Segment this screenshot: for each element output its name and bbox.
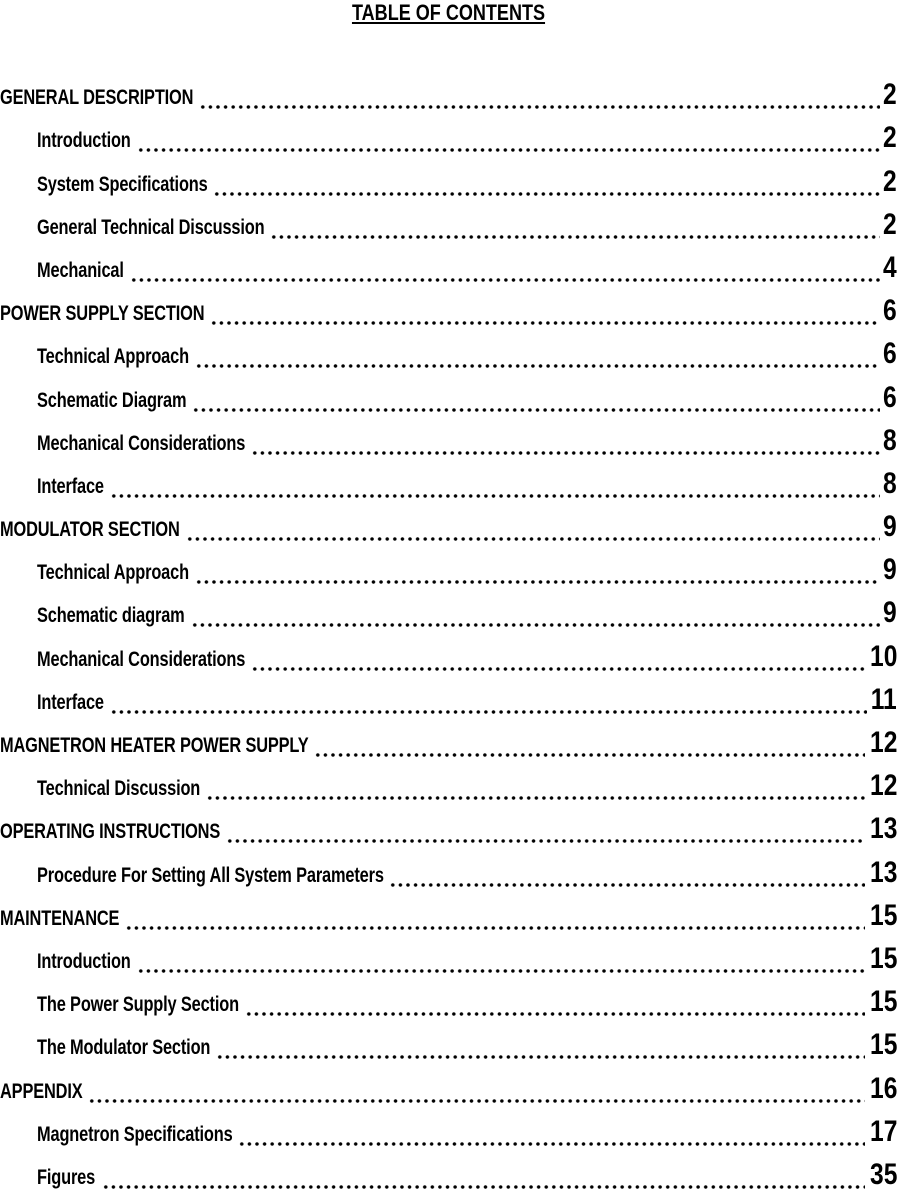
toc-page-number: 15 bbox=[869, 1028, 897, 1062]
toc-entry-label: Interface bbox=[37, 474, 104, 498]
toc-entry-label: Mechanical bbox=[37, 258, 124, 282]
toc-subsection-entry[interactable] bbox=[0, 851, 897, 894]
toc-subsection-entry[interactable] bbox=[0, 160, 897, 203]
dot-leader bbox=[137, 950, 866, 974]
toc-subsection-entry[interactable] bbox=[0, 635, 897, 678]
dot-leader bbox=[130, 259, 880, 283]
toc-subsection-entry[interactable] bbox=[0, 117, 897, 160]
toc-section-entry[interactable] bbox=[0, 74, 897, 117]
toc-page-number: 15 bbox=[869, 985, 897, 1019]
toc-subsection-entry[interactable] bbox=[0, 376, 897, 419]
dot-leader bbox=[245, 993, 865, 1017]
toc-entry-label: Schematic Diagram bbox=[37, 388, 187, 412]
toc-subsection-entry[interactable] bbox=[0, 204, 897, 247]
dot-leader bbox=[206, 777, 865, 801]
toc-subsection-entry[interactable] bbox=[0, 1024, 897, 1067]
dot-leader bbox=[314, 734, 865, 758]
toc-entry-label: Interface bbox=[37, 690, 104, 714]
dot-leader bbox=[389, 864, 865, 888]
toc-entry-label: Mechanical Considerations bbox=[37, 647, 246, 671]
toc-page-number: 8 bbox=[883, 423, 897, 457]
dot-leader bbox=[192, 389, 880, 413]
dot-leader bbox=[199, 86, 879, 110]
toc-subsection-entry[interactable] bbox=[0, 420, 897, 463]
dot-leader bbox=[195, 345, 880, 369]
toc-page-number: 2 bbox=[883, 207, 897, 241]
dot-leader bbox=[137, 129, 880, 153]
toc-page-number: 6 bbox=[883, 337, 897, 371]
toc-page-number: 9 bbox=[883, 510, 897, 544]
toc-section-entry[interactable] bbox=[0, 1067, 897, 1110]
toc-entry-label: The Modulator Section bbox=[37, 1036, 211, 1060]
toc-page-number: 35 bbox=[869, 1157, 897, 1191]
toc-section-entry[interactable] bbox=[0, 506, 897, 549]
toc-subsection-entry[interactable] bbox=[0, 463, 897, 506]
toc-page-number: 16 bbox=[869, 1071, 897, 1105]
toc-entry-label: OPERATING INSTRUCTIONS bbox=[0, 820, 221, 844]
toc-entry-label: MAINTENANCE bbox=[0, 906, 120, 930]
toc-page-number: 4 bbox=[883, 250, 897, 284]
table-of-contents-list bbox=[0, 74, 897, 1197]
toc-section-entry[interactable] bbox=[0, 808, 897, 851]
toc-entry-label: GENERAL DESCRIPTION bbox=[0, 86, 194, 110]
toc-page-number: 17 bbox=[869, 1114, 897, 1148]
toc-page-number: 9 bbox=[883, 553, 897, 587]
toc-page-number: 8 bbox=[883, 466, 897, 500]
toc-entry-label: Mechanical Considerations bbox=[37, 431, 246, 455]
toc-entry-label: Introduction bbox=[37, 949, 131, 973]
toc-entry-label: Figures bbox=[37, 1165, 96, 1189]
toc-subsection-entry[interactable] bbox=[0, 1154, 897, 1197]
toc-page-number: 2 bbox=[883, 78, 897, 112]
page-title: TABLE OF CONTENTS bbox=[351, 0, 546, 25]
toc-entry-label: POWER SUPPLY SECTION bbox=[0, 302, 205, 326]
toc-entry-label: Procedure For Setting All System Parameters bbox=[37, 863, 384, 887]
dot-leader bbox=[270, 216, 880, 240]
toc-entry-label: APPENDIX bbox=[0, 1079, 83, 1103]
dot-leader bbox=[102, 1166, 866, 1190]
toc-subsection-entry[interactable] bbox=[0, 981, 897, 1024]
dot-leader bbox=[251, 648, 865, 672]
toc-page-number: 2 bbox=[883, 164, 897, 198]
toc-page-number: 13 bbox=[869, 812, 897, 846]
toc-subsection-entry[interactable] bbox=[0, 938, 897, 981]
toc-section-entry[interactable] bbox=[0, 290, 897, 333]
dot-leader bbox=[110, 475, 880, 499]
toc-entry-label: MAGNETRON HEATER POWER SUPPLY bbox=[0, 734, 309, 757]
toc-subsection-entry[interactable] bbox=[0, 1111, 897, 1154]
dot-leader bbox=[88, 1080, 865, 1104]
toc-entry-label: MODULATOR SECTION bbox=[0, 518, 180, 542]
toc-page-number: 2 bbox=[883, 121, 897, 155]
dot-leader bbox=[251, 432, 880, 456]
dot-leader bbox=[191, 604, 880, 628]
toc-subsection-entry[interactable] bbox=[0, 765, 897, 808]
toc-page-number: 10 bbox=[869, 639, 897, 673]
toc-page-number: 6 bbox=[883, 380, 897, 414]
dot-leader bbox=[210, 302, 879, 326]
dot-leader bbox=[216, 1036, 865, 1060]
toc-entry-label: Introduction bbox=[37, 129, 131, 153]
toc-subsection-entry[interactable] bbox=[0, 549, 897, 592]
toc-page-number: 9 bbox=[883, 596, 897, 630]
toc-subsection-entry[interactable] bbox=[0, 333, 897, 376]
toc-section-entry[interactable] bbox=[0, 895, 897, 938]
toc-page-number: 12 bbox=[869, 726, 897, 759]
toc-subsection-entry[interactable] bbox=[0, 247, 897, 290]
dot-leader bbox=[213, 173, 879, 197]
toc-entry-label: Technical Approach bbox=[37, 561, 189, 585]
dot-leader bbox=[226, 820, 865, 844]
toc-page-number: 12 bbox=[869, 769, 897, 803]
toc-entry-label: General Technical Discussion bbox=[37, 215, 265, 239]
dot-leader bbox=[186, 518, 880, 542]
toc-subsection-entry[interactable] bbox=[0, 679, 897, 722]
toc-entry-label: Schematic diagram bbox=[37, 604, 185, 628]
toc-subsection-entry[interactable] bbox=[0, 592, 897, 635]
dot-leader bbox=[125, 907, 865, 931]
toc-entry-label: Magnetron Specifications bbox=[37, 1122, 233, 1146]
toc-entry-label: Technical Discussion bbox=[37, 777, 201, 801]
dot-leader bbox=[238, 1123, 865, 1147]
toc-section-entry[interactable] bbox=[0, 722, 897, 765]
toc-entry-label: Technical Approach bbox=[37, 345, 189, 369]
toc-entry-label: The Power Supply Section bbox=[37, 993, 239, 1017]
toc-page-number: 13 bbox=[869, 855, 897, 889]
toc-entry-label: System Specifications bbox=[37, 172, 208, 196]
dot-leader bbox=[110, 691, 868, 715]
toc-page-number: 15 bbox=[869, 898, 897, 932]
dot-leader bbox=[195, 561, 880, 585]
toc-page-number: 6 bbox=[883, 294, 897, 328]
toc-page-number: 11 bbox=[870, 682, 897, 716]
toc-page-number: 15 bbox=[869, 941, 897, 975]
